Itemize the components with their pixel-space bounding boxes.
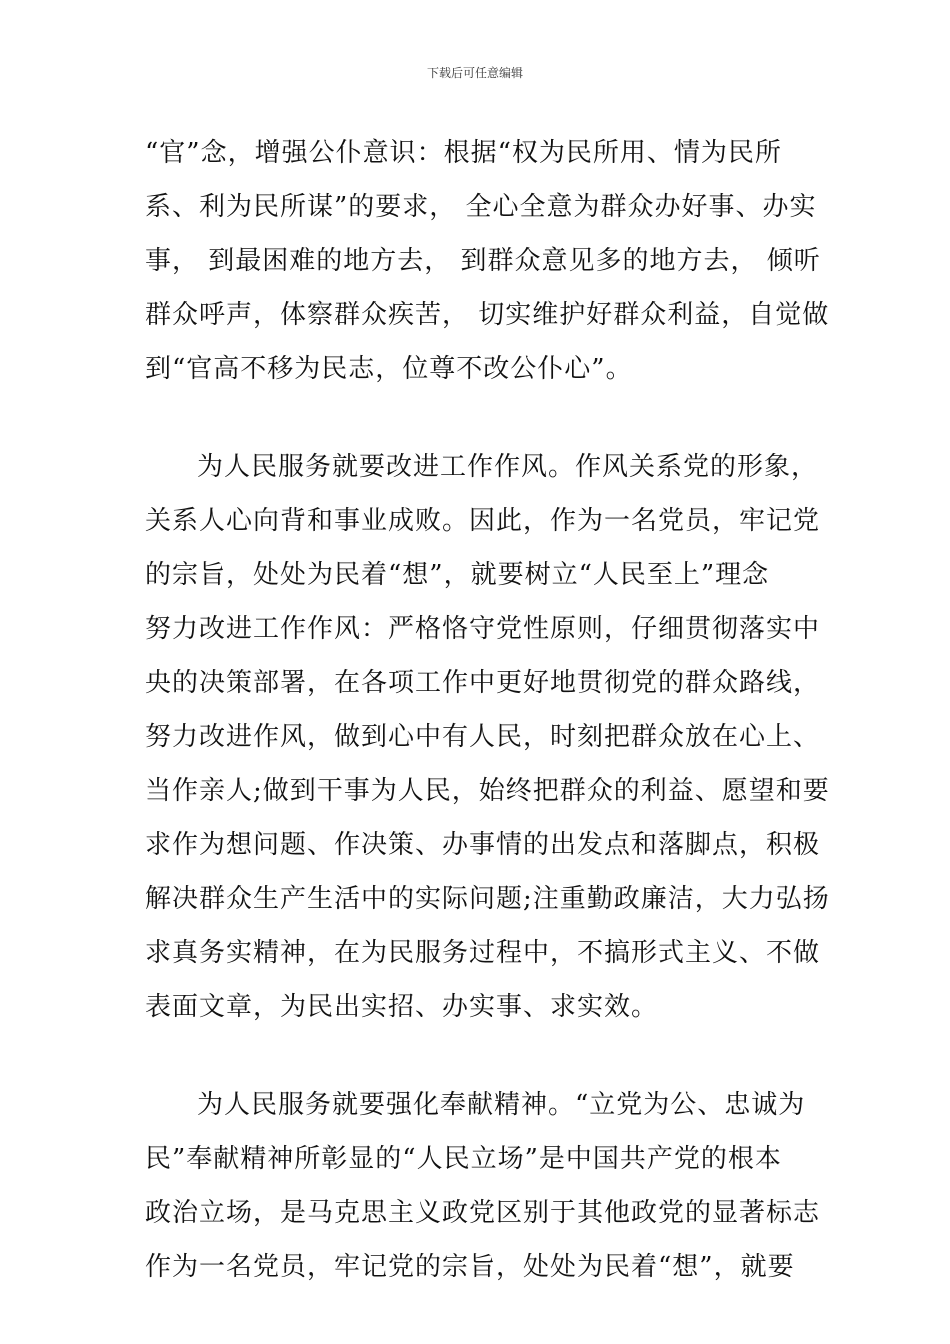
paragraph bbox=[145, 1078, 821, 1294]
text-line: 求作为想问题、作决策、办事情的出发点和落脚点，积极 bbox=[145, 830, 821, 860]
text-line: 当作亲人;做到干事为人民，始终把群众的利益、愿望和要 bbox=[145, 776, 830, 806]
text-line: 努力改进作风，做到心中有人民，时刻把群众放在心上、 bbox=[145, 722, 821, 752]
text-line: 群众呼声，体察群众疾苦， 切实维护好群众利益，自觉做 bbox=[145, 300, 830, 330]
text-line: 求真务实精神，在为民服务过程中，不搞形式主义、不做 bbox=[145, 938, 821, 968]
paragraph bbox=[145, 126, 830, 396]
text-line: 表面文章，为民出实招、办实事、求实效。 bbox=[145, 992, 659, 1022]
text-line: 解决群众生产生活中的实际问题;注重勤政廉洁，大力弘扬 bbox=[145, 884, 830, 914]
page-header: 下载后可任意编辑 bbox=[426, 66, 523, 80]
text-line: 努力改进工作作风：严格恪守党性原则，仔细贯彻落实中 bbox=[145, 614, 821, 644]
paragraph bbox=[145, 440, 830, 1034]
text-line: 为人民服务就要改进工作作风。作风关系党的形象， bbox=[197, 452, 819, 482]
text-line: 到“官高不移为民志，位尊不改公仆心”。 bbox=[145, 354, 633, 384]
text-line: 民”奉献精神所彰显的“人民立场”是中国共产党的根本 bbox=[145, 1144, 782, 1174]
text-line: 事， 到最困难的地方去， 到群众意见多的地方去， 倾听 bbox=[145, 246, 821, 276]
text-line: 为人民服务就要强化奉献精神。“立党为公、忠诚为 bbox=[197, 1090, 806, 1120]
text-line: 央的决策部署，在各项工作中更好地贯彻党的群众路线， bbox=[145, 668, 821, 698]
text-line: 的宗旨，处处为民着“想”，就要树立“人民至上”理念 bbox=[145, 560, 770, 590]
text-line: “官”念，增强公仆意识：根据“权为民所用、情为民所 bbox=[145, 138, 782, 168]
document-body bbox=[145, 126, 830, 1294]
text-line: 系、利为民所谋”的要求， 全心全意为群众办好事、办实 bbox=[145, 192, 817, 222]
text-line: 作为一名党员，牢记党的宗旨，处处为民着“想”，就要 bbox=[145, 1252, 795, 1282]
text-line: 政治立场，是马克思主义政党区别于其他政党的显著标志 bbox=[145, 1198, 821, 1228]
text-line: 关系人心向背和事业成败。因此，作为一名党员，牢记党 bbox=[145, 506, 821, 536]
